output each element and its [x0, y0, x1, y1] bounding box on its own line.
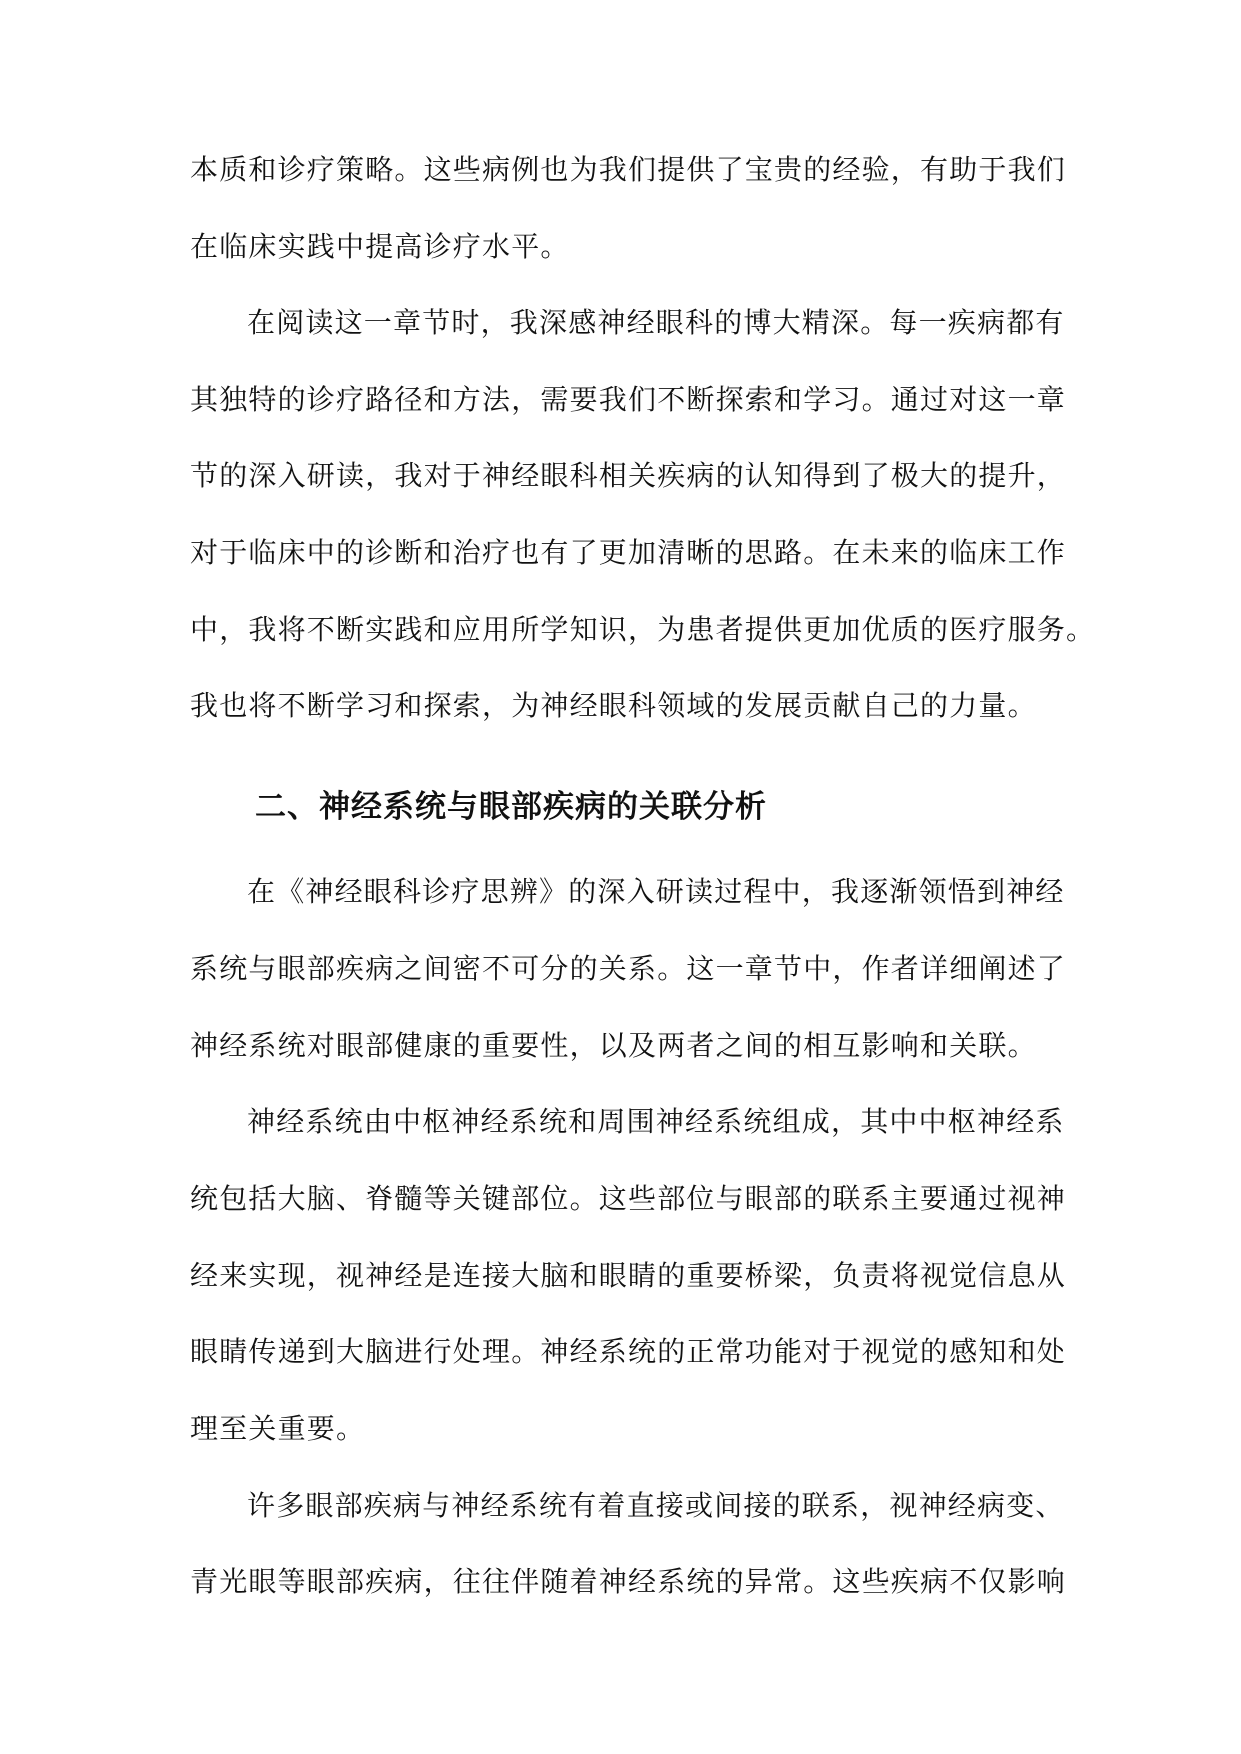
paragraph-4-line-3: 经来实现，视神经是连接大脑和眼睛的重要桥梁，负责将视觉信息从: [190, 1259, 1067, 1292]
paragraph-2-line-6: 我也将不断学习和探索，为神经眼科领域的发展贡献自己的力量。: [190, 689, 1037, 722]
paragraph-2-line-2: 其独特的诊疗路径和方法，需要我们不断探索和学习。通过对这一章: [190, 383, 1067, 416]
paragraph-1-line-1: 本质和诊疗策略。这些病例也为我们提供了宝贵的经验，有助于我们: [190, 153, 1067, 186]
paragraph-5-line-2: 青光眼等眼部疾病，往往伴随着神经系统的异常。这些疾病不仅影响: [190, 1565, 1067, 1598]
paragraph-3-line-1: 在《神经眼科诊疗思辨》的深入研读过程中，我逐渐领悟到神经: [247, 875, 1065, 908]
paragraph-3-line-3: 神经系统对眼部健康的重要性，以及两者之间的相互影响和关联。: [190, 1029, 1037, 1062]
paragraph-4-line-5: 理至关重要。: [190, 1412, 366, 1445]
paragraph-2-line-4: 对于临床中的诊断和治疗也有了更加清晰的思路。在未来的临床工作: [190, 536, 1067, 569]
paragraph-5-line-1: 许多眼部疾病与神经系统有着直接或间接的联系，视神经病变、: [247, 1489, 1065, 1522]
paragraph-2-line-1: 在阅读这一章节时，我深感神经眼科的博大精深。每一疾病都有: [247, 306, 1065, 339]
paragraph-1-line-2: 在临床实践中提高诊疗水平。: [190, 230, 570, 263]
paragraph-4-line-4: 眼睛传递到大脑进行处理。神经系统的正常功能对于视觉的感知和处: [190, 1335, 1067, 1368]
paragraph-2-line-3: 节的深入研读，我对于神经眼科相关疾病的认知得到了极大的提升，: [190, 459, 1067, 492]
paragraph-2-line-5: 中，我将不断实践和应用所学知识，为患者提供更加优质的医疗服务。: [190, 613, 1096, 646]
paragraph-4-line-2: 统包括大脑、脊髓等关键部位。这些部位与眼部的联系主要通过视神: [190, 1182, 1067, 1215]
paragraph-3-line-2: 系统与眼部疾病之间密不可分的关系。这一章节中，作者详细阐述了: [190, 952, 1067, 985]
paragraph-4-line-1: 神经系统由中枢神经系统和周围神经系统组成，其中中枢神经系: [247, 1105, 1065, 1138]
section-heading: 二、神经系统与眼部疾病的关联分析: [255, 789, 767, 825]
